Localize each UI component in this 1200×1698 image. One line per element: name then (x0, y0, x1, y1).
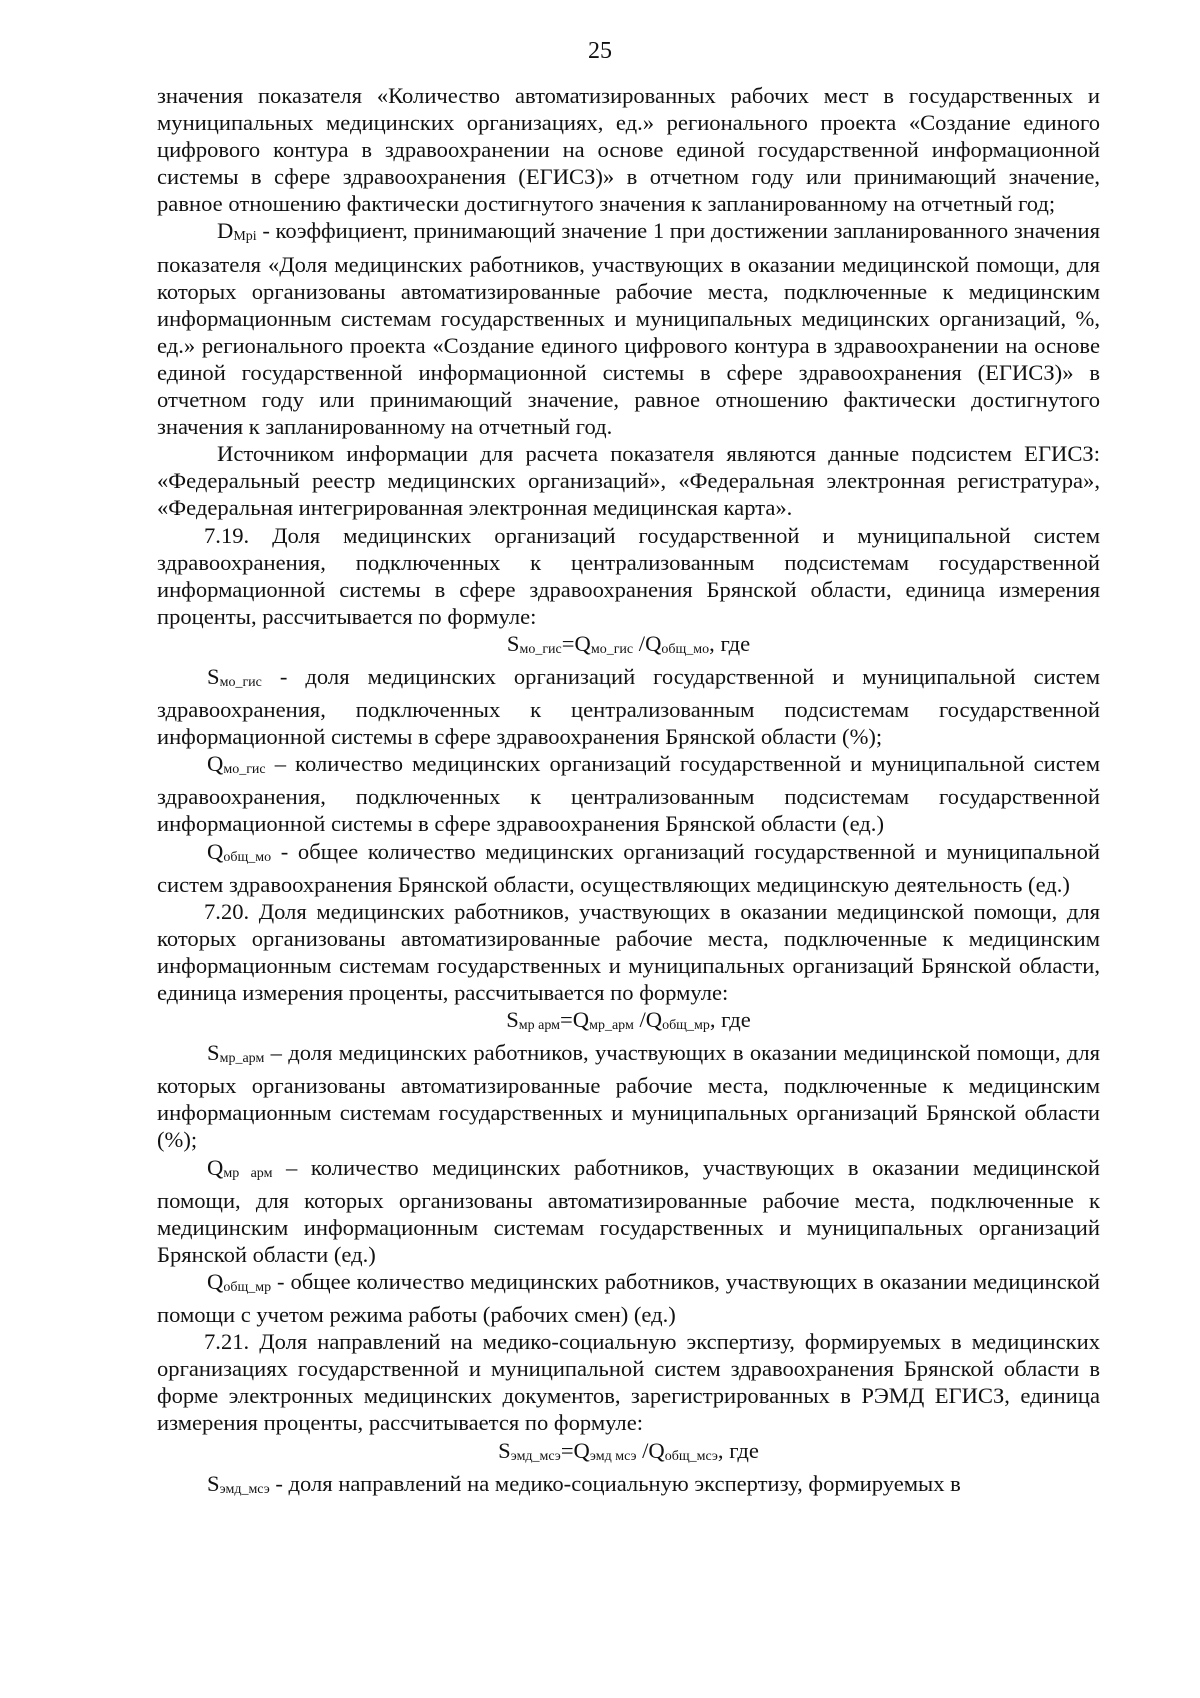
definition-text: - доля медицинских организаций государственной и муниципальной систем здравоохранения, подключенных к централизованным подсистемам государственной информационной системы в сфере здравоохранения Брянской области (%); (157, 663, 1100, 750)
symbol: S (207, 1040, 220, 1066)
symbol-subscript: общ_мр (223, 1279, 272, 1295)
symbol-subscript: мо_гис (223, 762, 266, 778)
paragraph-s-mr-arm (157, 1039, 1100, 1153)
definition-text: - коэффициент, принимающий значение 1 при достижении запланированного значения показателя «Доля медицинских работников, участвующих в оказании медицинской помощи, для которых организованы автоматизированные рабочие места, подключенные к медицинским информационным системам государственных и муниципальных медицинских организаций, %, ед.» регионального проекта «Создание единого цифрового контура в здравоохранении на основе единой государственной информационной системы в сфере здравоохранения (ЕГИСЗ)» в отчетном году или принимающий значение, равное отношению фактически достигнутого значения к запланированному на отчетный год. (157, 218, 1100, 440)
formula-7-19: Sмо_гис=Qмо_гис /Qобщ_мо, где (506, 630, 751, 657)
symbol: S (207, 663, 220, 689)
symbol: Q (207, 1268, 224, 1294)
symbol-subscript: общ_мо (223, 849, 272, 865)
symbol-subscript: мо_гис (219, 674, 262, 690)
symbol-subscript: мр арм (223, 1165, 273, 1181)
definition-text: - общее количество медицинских организаций государственной и муниципальной систем здравоохранения Брянской области, осуществляющих медицинскую деятельность (ед.) (157, 838, 1100, 897)
paragraph-q-obsch-mr (157, 1268, 1100, 1328)
formula-7-20: Sмр арм=Qмр_арм /Qобщ_мр, где (506, 1007, 751, 1034)
definition-text: - общее количество медицинских работников, участвующих в оказании медицинской помощи с учетом режима работы (рабочих смен) (ед.) (157, 1268, 1100, 1328)
paragraph-s-mo-gis (157, 663, 1100, 750)
symbol: S (207, 1470, 220, 1496)
symbol-subscript: эмд_мсэ (219, 1481, 270, 1497)
paragraph-s-emd-mse (157, 1470, 1100, 1503)
paragraph-q-mo-gis (157, 750, 1100, 837)
definition-text: – доля медицинских работников, участвующих в оказании медицинской помощи, для которых организованы автоматизированные рабочие места, подключенные к медицинским информационным системам государственных и муниципальных организаций Брянской области (%); (157, 1040, 1100, 1153)
symbol: Q (207, 1154, 224, 1180)
symbol-subscript: Mpi (233, 229, 257, 245)
definition-text: - доля направлений на медико-социальную экспертизу, формируемых в (269, 1470, 961, 1496)
definition-text: – количество медицинских организаций государственной и муниципальной систем здравоохранения, подключенных к централизованным подсистемам государственной информационной системы в сфере здравоохранения Брянской области (ед.) (157, 751, 1100, 837)
paragraph-dmpi-definition (157, 217, 1100, 440)
definition-text: – количество медицинских работников, участвующих в оказании медицинской помощи, для которых организованы автоматизированные рабочие места, подключенные к медицинским информационным системам государственных и муниципальных организаций Брянской области (ед.) (157, 1154, 1100, 1267)
paragraph-7-20: 7.20. Доля медицинских работников, участвующих в оказании медицинской помощи, для которых организованы автоматизированные рабочие места, подключенные к медицинским информационным системам государственных и муниципальных организаций Брянской области, единица измерения проценты, рассчитывается по формуле: (157, 898, 1100, 1005)
paragraph-q-obsch-mo (157, 838, 1100, 898)
page-number: 25 (588, 38, 612, 64)
paragraph-7-21: 7.21. Доля направлений на медико-социальную экспертизу, формируемых в медицинских организациях государственной и муниципальной систем здравоохранения Брянской области в форме электронных медицинских документов, зарегистрированных в РЭМД ЕГИСЗ, единица измерения проценты, рассчитывается по формуле: (157, 1329, 1100, 1436)
paragraph-q-mr-arm (157, 1154, 1100, 1268)
paragraph-7-19: 7.19. Доля медицинских организаций государственной и муниципальной систем здравоохранения, подключенных к централизованным подсистемам государственной информационной системы в сфере здравоохранения Брянской области, единица измерения проценты, рассчитывается по формуле: (157, 522, 1100, 629)
symbol: Q (207, 751, 224, 777)
symbol: D (217, 218, 234, 244)
symbol: Q (207, 838, 224, 864)
formula-7-21: Sэмд_мсэ=Qэмд мсэ /Qобщ_мсэ, где (498, 1437, 759, 1464)
symbol-subscript: мр_арм (219, 1051, 265, 1067)
paragraph-info-source: Источником информации для расчета показателя являются данные подсистем ЕГИСЗ: «Федеральный реестр медицинских организаций», «Федеральная электронная регистратура», «Федеральная интегрированная электронная медицинская карта». (157, 441, 1100, 521)
paragraph-continuation: значения показателя «Количество автоматизированных рабочих мест в государственных и муниципальных медицинских организациях, ед.» регионального проекта «Создание единого цифрового контура в здравоохранении на основе единой государственной информационной системы в сфере здравоохранения (ЕГИСЗ)» в отчетном году или принимающий значение, равное отношению фактически достигнутого значения к запланированному на отчетный год; (157, 83, 1100, 217)
document-body (157, 82, 1100, 1503)
